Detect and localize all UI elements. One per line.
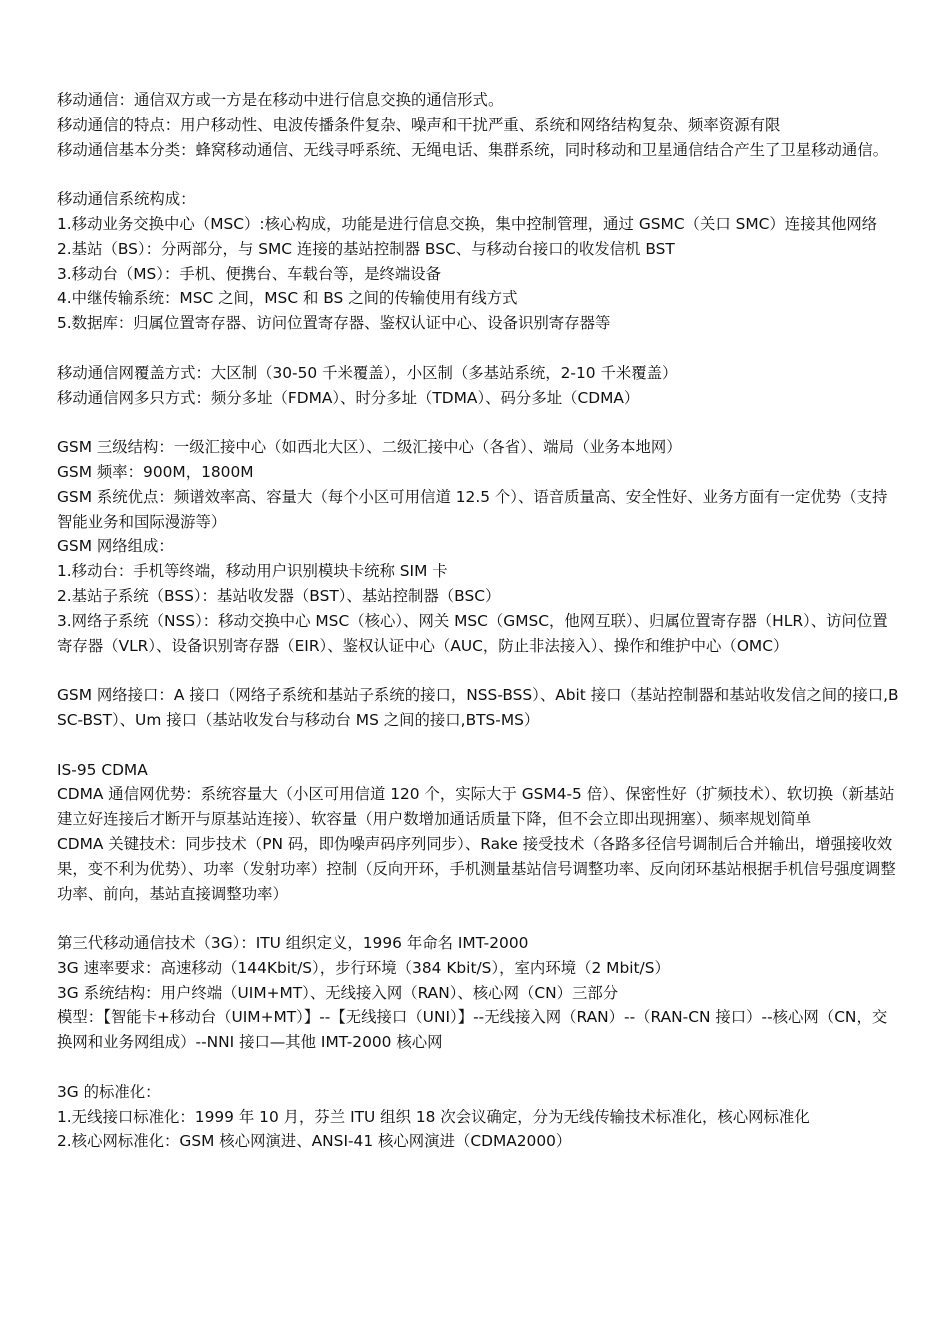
document-body: [57, 88, 902, 1154]
text-line: 3G 的标准化：: [57, 1082, 161, 1101]
text-line: 移动通信系统构成：: [57, 190, 196, 209]
text-line: IS-95 CDMA: [57, 760, 148, 779]
text-line: GSM 频率：900M，1800M: [57, 462, 254, 481]
text-line: 2.基站子系统（BSS）：基站收发器（BST）、基站控制器（BSC）: [57, 586, 501, 605]
text-line: 模型：【智能卡+移动台（UIM+MT）】--【无线接口（UNI）】--无线接入网（RAN）--（RAN-CN 接口）--核心网（CN，交换网和业务网组成）--NNI 接口—其他 IMT-2000 核心网: [57, 1008, 888, 1052]
text-line: 移动通信基本分类：蜂窝移动通信、无线寻呼系统、无绳电话、集群系统，同时移动和卫星通信结合产生了卫星移动通信。: [57, 140, 889, 159]
text-line: 3G 系统结构：用户终端（UIM+MT）、无线接入网（RAN）、核心网（CN）三部分: [57, 983, 619, 1002]
text-line: 1.无线接口标准化：1999 年 10 月，芬兰 ITU 组织 18 次会议确定，分为无线传输技术标准化，核心网标准化: [57, 1107, 810, 1126]
text-line: 移动通信网多只方式：频分多址（FDMA）、时分多址（TDMA）、码分多址（CDMA）: [57, 388, 640, 407]
text-line: CDMA 通信网优势：系统容量大（小区可用信道 120 个，实际大于 GSM4-5 倍）、保密性好（扩频技术）、软切换（新基站建立好连接后才断开与原基站连接）、软容量（用户数增加通话质量下降，但不会立即出现拥塞）、频率规划简单: [57, 785, 895, 829]
text-line: 4.中继传输系统：MSC 之间，MSC 和 BS 之间的传输使用有线方式: [57, 289, 518, 308]
text-line: 1.移动台：手机等终端，移动用户识别模块卡统称 SIM 卡: [57, 562, 448, 581]
text-line: 移动通信：通信双方或一方是在移动中进行信息交换的通信形式。: [57, 91, 504, 109]
text-line: 第三代移动通信技术（3G）：ITU 组织定义，1996 年命名 IMT-2000: [57, 934, 529, 953]
text-line: 3.移动台（MS）：手机、便携台、车载台等，是终端设备: [57, 264, 442, 283]
text-line: 2.核心网标准化：GSM 核心网演进、ANSI-41 核心网演进（CDMA2000）: [57, 1132, 572, 1151]
text-line: 移动通信网覆盖方式：大区制（30-50 千米覆盖），小区制（多基站系统，2-10 千米覆盖）: [57, 363, 678, 382]
text-line: 移动通信的特点：用户移动性、电波传播条件复杂、噪声和干扰严重、系统和网络结构复杂、频率资源有限: [57, 115, 781, 134]
text-line: 1.移动业务交换中心（MSC）:核心构成，功能是进行信息交换，集中控制管理，通过 GSMC（关口 SMC）连接其他网络: [57, 214, 878, 233]
blank-line: [57, 906, 902, 931]
blank-line: [57, 658, 902, 683]
text-line: CDMA 关键技术：同步技术（PN 码，即伪噪声码序列同步）、Rake 接受技术（各路多径信号调制后合并输出，增强接收效果，变不利为优势）、功率（发射功率）控制（反向开环，手机测量基站信号调整功率、反向闭环基站根据手机信号强度调整功率、前向，基站直接调整功率）: [57, 834, 896, 903]
blank-line: [57, 733, 902, 758]
blank-line: [57, 162, 902, 187]
blank-line: [57, 336, 902, 361]
text-line: 3G 速率要求：高速移动（144Kbit/S），步行环境（384 Kbit/S），室内环境（2 Mbit/S）: [57, 958, 670, 977]
text-line: 5.数据库：归属位置寄存器、访问位置寄存器、鉴权认证中心、设备识别寄存器等: [57, 314, 611, 333]
text-line: 3.网络子系统（NSS）：移动交换中心 MSC（核心）、网关 MSC（GMSC，他网互联）、归属位置寄存器（HLR）、访问位置寄存器（VLR）、设备识别寄存器（EIR）、鉴权认证中心（AUC，防止非法接入）、操作和维护中心（OMC）: [57, 611, 888, 655]
text-line: 2.基站（BS）：分两部分，与 SMC 连接的基站控制器 BSC、与移动台接口的收发信机 BST: [57, 239, 675, 258]
text-line: GSM 网络组成：: [57, 537, 174, 556]
blank-line: [57, 1055, 902, 1080]
blank-line: [57, 410, 902, 435]
text-line: GSM 系统优点：频谱效率高、容量大（每个小区可用信道 12.5 个）、语音质量高、安全性好、业务方面有一定优势（支持智能业务和国际漫游等）: [57, 487, 888, 531]
text-line: GSM 网络接口：A 接口（网络子系统和基站子系统的接口，NSS-BSS）、Abit 接口（基站控制器和基站收发信之间的接口,BSC-BST）、Um 接口（基站收发台与移动台 MS 之间的接口,BTS-MS）: [57, 686, 899, 729]
text-line: GSM 三级结构：一级汇接中心（如西北大区）、二级汇接中心（各省）、端局（业务本地网）: [57, 438, 682, 457]
